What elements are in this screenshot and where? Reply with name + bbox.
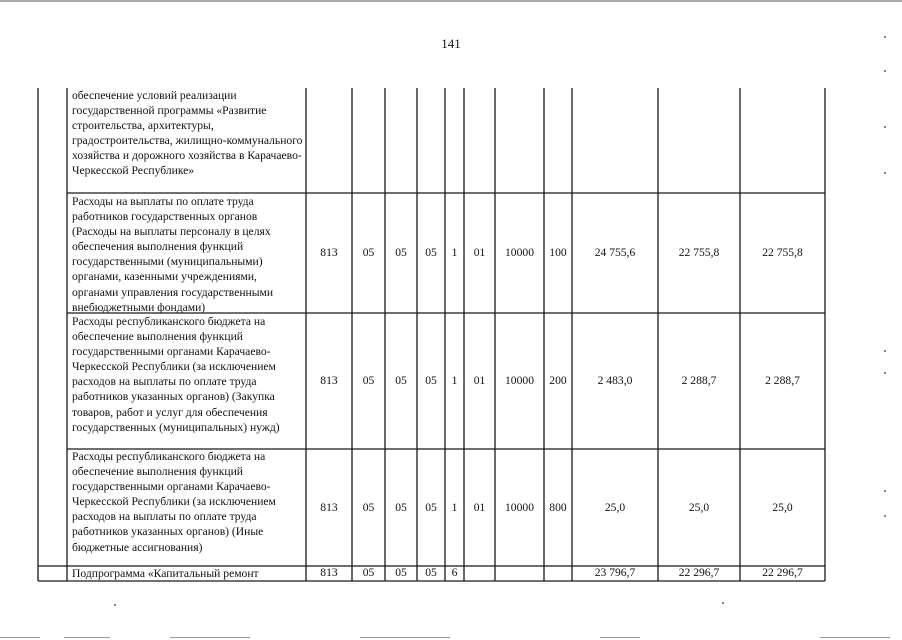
cell-cs-direction: 10000 [505, 374, 534, 387]
cell-ved: 813 [320, 374, 338, 387]
cell-amount-year1: 25,0 [604, 501, 626, 514]
table-row-description: Расходы республиканского бюджета на обеспечение выполнения функций государственными органами Карачаево-Черкесской Республики (за исключением расходов на выплаты по оплате труда работников указанных органов) (Иные бюджетные ассигнования) [72, 450, 276, 554]
cell-cs-program: 05 [425, 566, 437, 579]
scan-edge [360, 637, 450, 638]
cell-amount-year3: 25,0 [772, 501, 793, 514]
cell-podrazdel: 05 [395, 374, 407, 387]
cell-ved: 813 [320, 246, 338, 259]
cell-cs-subprogram: 1 [451, 501, 458, 514]
table-row-description: Расходы на выплаты по оплате труда работников государственных органов (Расходы на выплаты персоналу в целях обеспечения выполнения функций государственными (муниципальными) органами, казенными учреждениями, органами управления государственными внебюджетными фондами) [72, 195, 274, 314]
cell-cs-program: 05 [425, 501, 437, 514]
cell-amount-year3: 22 755,8 [762, 246, 803, 259]
scan-speck [114, 604, 116, 606]
cell-amount-year3: 22 296,7 [762, 566, 803, 579]
cell-cs-program: 05 [425, 374, 437, 387]
cell-cs-event: 01 [473, 246, 486, 259]
cell-cs-direction: 10000 [505, 501, 534, 514]
cell-amount-year2: 22 755,8 [678, 246, 720, 259]
scan-speck [884, 350, 886, 352]
scan-speck [884, 490, 886, 492]
cell-razdel: 05 [362, 501, 375, 514]
cell-cs-event: 01 [473, 501, 486, 514]
table-row-description: обеспечение условий реализации государственной программы «Развитие строительства, архитектуры, градостроительства, жилищно-коммунального хозяйства и дорожного хозяйства в Карачаево-Черкесской Республике» [72, 89, 303, 178]
cell-cs-program: 05 [425, 246, 437, 259]
cell-amount-year2: 2 288,7 [681, 374, 717, 387]
scan-edge [820, 637, 890, 638]
scan-speck [884, 515, 886, 517]
cell-vid-raskhodov: 200 [549, 374, 567, 387]
cell-razdel: 05 [362, 374, 375, 387]
cell-ved: 813 [320, 566, 338, 579]
table-row-description: Расходы республиканского бюджета на обеспечение выполнения функций государственными органами Карачаево-Черкесской Республики (за исключением расходов на выплаты по оплате труда работников указанных органов) (Закупка товаров, работ и услуг для обеспечения государственных (муниципальных) нужд) [72, 315, 280, 434]
cell-cs-event: 01 [473, 374, 486, 387]
scan-speck [884, 70, 886, 72]
cell-podrazdel: 05 [395, 501, 407, 514]
cell-amount-year1: 24 755,6 [594, 246, 636, 259]
cell-cs-subprogram: 6 [451, 566, 458, 579]
table-row-description: Подпрограмма «Капитальный ремонт [72, 567, 259, 580]
scan-edge [64, 637, 110, 638]
cell-cs-direction: 10000 [505, 246, 534, 259]
scan-speck [884, 172, 886, 174]
cell-amount-year1: 23 796,7 [594, 566, 636, 579]
scan-speck [884, 126, 886, 128]
cell-cs-subprogram: 1 [451, 246, 458, 259]
scan-edge [600, 637, 640, 638]
cell-ved: 813 [320, 501, 338, 514]
cell-amount-year3: 2 288,7 [765, 374, 800, 387]
scan-speck [722, 602, 724, 604]
cell-amount-year2: 25,0 [688, 501, 710, 514]
scan-speck [884, 36, 886, 38]
scan-edge [0, 637, 40, 638]
cell-vid-raskhodov: 100 [549, 246, 567, 259]
cell-vid-raskhodov: 800 [549, 501, 567, 514]
cell-razdel: 05 [362, 246, 375, 259]
scan-edge [170, 637, 250, 638]
cell-cs-subprogram: 1 [451, 374, 458, 387]
cell-podrazdel: 05 [395, 566, 407, 579]
cell-razdel: 05 [362, 566, 375, 579]
page-number: 141 [441, 36, 461, 51]
scan-speck [884, 372, 886, 374]
cell-amount-year2: 22 296,7 [678, 566, 720, 579]
cell-podrazdel: 05 [395, 246, 407, 259]
cell-amount-year1: 2 483,0 [597, 374, 633, 387]
